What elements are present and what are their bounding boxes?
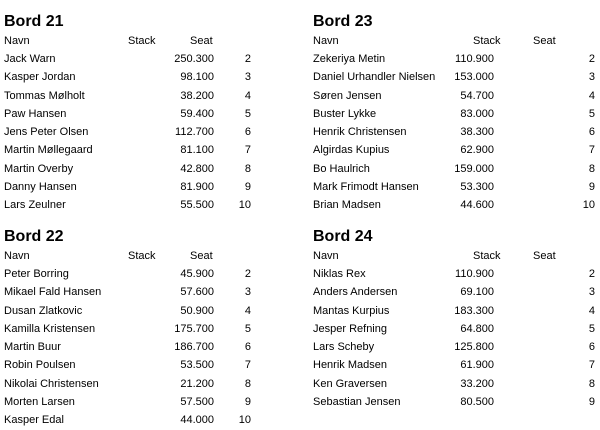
- player-seat: 4: [244, 89, 251, 102]
- table-row: [4, 265, 294, 283]
- table-bord-23: [313, 12, 600, 215]
- table-row: [313, 320, 600, 338]
- player-stack: 175.700: [174, 322, 214, 335]
- player-stack: 64.800: [460, 322, 494, 335]
- table-row: [313, 375, 600, 393]
- player-seat: 5: [588, 322, 595, 335]
- player-seat: 10: [238, 414, 251, 427]
- player-name: Henrik Madsen: [313, 359, 387, 372]
- player-name: Brian Madsen: [313, 199, 381, 212]
- table-row: [313, 141, 600, 159]
- player-seat: 7: [588, 359, 595, 372]
- column-header-row: [313, 34, 600, 50]
- player-seat: 9: [588, 396, 595, 409]
- player-name: Kasper Edal: [4, 414, 64, 427]
- player-stack: 44.000: [180, 414, 214, 427]
- player-name: Paw Hansen: [4, 107, 67, 120]
- player-name: Bo Haulrich: [313, 162, 370, 175]
- table-row: [4, 123, 294, 141]
- table-row: [4, 375, 294, 393]
- player-name: Martin Møllegaard: [4, 144, 93, 157]
- player-name: Mantas Kurpius: [313, 304, 390, 317]
- column-header-stack: Stack: [128, 35, 156, 47]
- player-stack: 110.900: [455, 53, 494, 65]
- table-row: [4, 178, 294, 196]
- table-row: [4, 196, 294, 214]
- player-stack: 42.800: [180, 162, 214, 175]
- table-row: [4, 302, 294, 320]
- table-row: [313, 283, 600, 301]
- player-seat: 7: [244, 359, 251, 372]
- player-seat: 8: [244, 377, 251, 390]
- player-name: Henrik Christensen: [313, 126, 407, 139]
- player-name: Zekeriya Metin: [313, 53, 386, 65]
- table-row: [4, 338, 294, 356]
- table-row: [4, 356, 294, 374]
- table-row: [313, 302, 600, 320]
- column-header-stack: Stack: [473, 250, 501, 262]
- player-seat: 3: [244, 286, 251, 299]
- player-stack: 57.600: [180, 286, 214, 299]
- column-header-seat: Seat: [190, 250, 213, 262]
- player-stack: 50.900: [180, 304, 214, 317]
- player-name: Peter Borring: [4, 268, 69, 280]
- player-seat: 8: [588, 377, 595, 390]
- player-stack: 81.900: [180, 181, 214, 194]
- table-row: [4, 141, 294, 159]
- player-seat: 3: [588, 286, 595, 299]
- table-row: [313, 160, 600, 178]
- player-stack: 183.300: [454, 304, 494, 317]
- player-name: Martin Buur: [4, 341, 61, 354]
- player-stack: 55.500: [180, 199, 214, 212]
- player-stack: 45.900: [180, 268, 214, 280]
- table-row: [4, 87, 294, 105]
- table-row: [313, 50, 600, 68]
- table-row: [4, 68, 294, 86]
- player-name: Mikael Fald Hansen: [4, 286, 102, 299]
- player-seat: 3: [588, 71, 595, 84]
- table-row: [313, 178, 600, 196]
- player-stack: 38.300: [460, 126, 494, 139]
- player-stack: 125.800: [454, 341, 494, 354]
- player-name: Niklas Rex: [313, 268, 366, 280]
- table-row: [313, 338, 600, 356]
- table-row: [4, 105, 294, 123]
- player-name: Morten Larsen: [4, 396, 75, 409]
- player-name: Anders Andersen: [313, 286, 398, 299]
- player-stack: 186.700: [174, 341, 214, 354]
- player-seat: 6: [244, 341, 251, 354]
- table-title: Bord 22: [4, 228, 64, 245]
- player-stack: 81.100: [180, 144, 214, 157]
- player-name: Kasper Jordan: [4, 71, 76, 84]
- player-name: Algirdas Kupius: [313, 144, 390, 157]
- player-name: Ken Graversen: [313, 377, 387, 390]
- player-name: Jesper Refning: [313, 322, 387, 335]
- player-stack: 38.200: [180, 89, 214, 102]
- player-seat: 4: [588, 304, 595, 317]
- player-seat: 4: [244, 304, 251, 317]
- table-row: [4, 160, 294, 178]
- table-title: Bord 23: [313, 13, 373, 30]
- column-header-stack: Stack: [128, 250, 156, 262]
- column-header-seat: Seat: [533, 250, 556, 262]
- player-seat: 9: [244, 396, 251, 409]
- player-stack: 61.900: [460, 359, 494, 372]
- player-name: Nikolai Christensen: [4, 377, 99, 390]
- player-seat: 2: [244, 53, 251, 65]
- player-seat: 7: [244, 144, 251, 157]
- player-stack: 21.200: [180, 377, 214, 390]
- player-name: Martin Overby: [4, 162, 74, 175]
- player-name: Lars Zeulner: [4, 199, 66, 212]
- player-seat: 7: [588, 144, 595, 157]
- player-name: Robin Poulsen: [4, 359, 76, 372]
- table-row: [313, 105, 600, 123]
- player-name: Jack Warn: [4, 53, 56, 65]
- player-stack: 44.600: [460, 199, 494, 212]
- table-title: Bord 21: [4, 13, 64, 30]
- player-stack: 33.200: [460, 377, 494, 390]
- player-name: Tommas Mølholt: [4, 89, 85, 102]
- player-seat: 8: [588, 162, 595, 175]
- player-stack: 54.700: [460, 89, 494, 102]
- player-stack: 59.400: [180, 107, 214, 120]
- player-stack: 250.300: [174, 53, 214, 65]
- player-seat: 5: [244, 322, 251, 335]
- table-bord-22: [4, 227, 294, 430]
- player-name: Buster Lykke: [313, 107, 377, 120]
- table-bord-21: [4, 12, 294, 215]
- player-stack: 53.300: [460, 181, 494, 194]
- table-row: [4, 50, 294, 68]
- player-seat: 9: [244, 181, 251, 194]
- column-header-seat: Seat: [533, 35, 556, 47]
- column-header-name: Navn: [4, 250, 30, 262]
- player-seat: 4: [588, 89, 595, 102]
- player-stack: 98.100: [180, 71, 214, 84]
- player-seat: 2: [244, 268, 251, 280]
- player-stack: 112.700: [175, 126, 214, 139]
- player-stack: 153.000: [454, 71, 494, 84]
- player-seat: 5: [588, 107, 595, 120]
- column-header-name: Navn: [313, 35, 339, 47]
- player-name: Jens Peter Olsen: [4, 126, 89, 139]
- table-row: [313, 356, 600, 374]
- column-header-stack: Stack: [473, 35, 501, 47]
- player-name: Kamilla Kristensen: [4, 322, 96, 335]
- column-header-name: Navn: [4, 35, 30, 47]
- player-seat: 10: [238, 199, 251, 212]
- player-name: Daniel Urhandler Nielsen: [313, 71, 436, 84]
- player-name: Danny Hansen: [4, 181, 77, 194]
- table-bord-24: [313, 227, 600, 411]
- player-stack: 57.500: [180, 396, 214, 409]
- player-stack: 159.000: [454, 162, 494, 175]
- player-stack: 69.100: [460, 286, 494, 299]
- player-stack: 83.000: [460, 107, 494, 120]
- player-seat: 8: [244, 162, 251, 175]
- table-row: [313, 87, 600, 105]
- player-seat: 3: [244, 71, 251, 84]
- player-seat: 5: [244, 107, 251, 120]
- player-name: Mark Frimodt Hansen: [313, 181, 419, 194]
- table-row: [4, 393, 294, 411]
- table-title: Bord 24: [313, 228, 373, 245]
- table-row: [313, 393, 600, 411]
- table-row: [313, 68, 600, 86]
- player-name: Sebastian Jensen: [313, 396, 401, 409]
- table-row: [4, 283, 294, 301]
- table-row: [4, 320, 294, 338]
- player-seat: 2: [588, 268, 595, 280]
- player-seat: 9: [588, 181, 595, 194]
- player-seat: 6: [588, 126, 595, 139]
- player-seat: 10: [582, 199, 595, 212]
- table-row: [313, 123, 600, 141]
- player-name: Lars Scheby: [313, 341, 375, 354]
- player-name: Søren Jensen: [313, 89, 382, 102]
- table-row: [313, 196, 600, 214]
- column-header-row: [313, 249, 600, 265]
- column-header-name: Navn: [313, 250, 339, 262]
- column-header-row: [4, 249, 294, 265]
- player-stack: 62.900: [460, 144, 494, 157]
- player-name: Dusan Zlatkovic: [4, 304, 83, 317]
- table-row: [313, 265, 600, 283]
- player-seat: 2: [588, 53, 595, 65]
- column-header-row: [4, 34, 294, 50]
- column-header-seat: Seat: [190, 35, 213, 47]
- player-seat: 6: [588, 341, 595, 354]
- player-stack: 53.500: [180, 359, 214, 372]
- player-seat: 6: [244, 126, 251, 139]
- player-stack: 110.900: [455, 268, 494, 280]
- player-stack: 80.500: [460, 396, 494, 409]
